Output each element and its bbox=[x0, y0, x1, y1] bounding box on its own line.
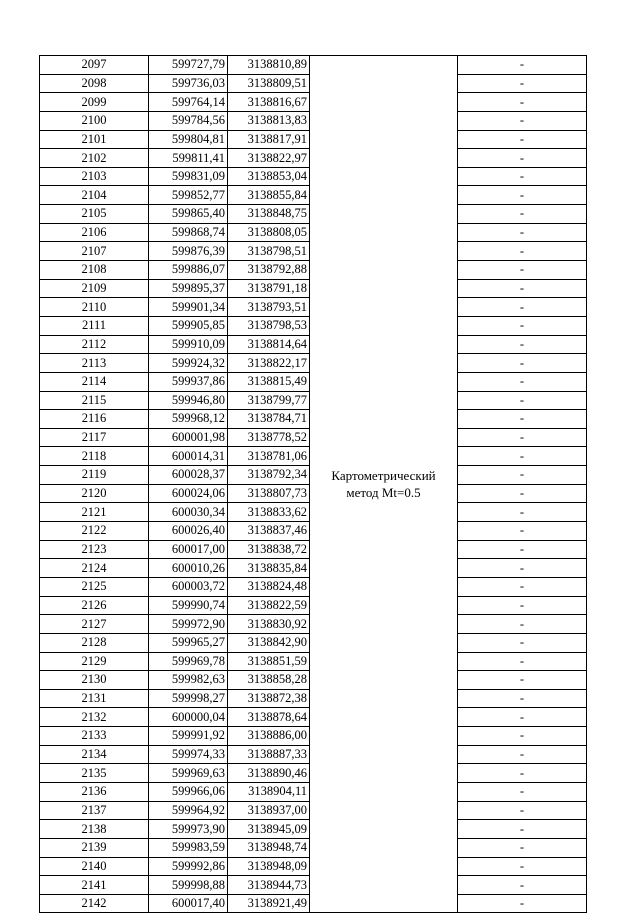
accuracy-cell: - bbox=[458, 596, 587, 615]
accuracy-cell: - bbox=[458, 242, 587, 261]
point-number-cell: 2109 bbox=[40, 279, 149, 298]
y-coordinate-cell: 3138792,88 bbox=[228, 261, 310, 280]
x-coordinate-cell: 599895,37 bbox=[149, 279, 228, 298]
accuracy-cell: - bbox=[458, 727, 587, 746]
accuracy-cell: - bbox=[458, 559, 587, 578]
accuracy-cell: - bbox=[458, 503, 587, 522]
x-coordinate-cell: 599727,79 bbox=[149, 56, 228, 75]
point-number-cell: 2118 bbox=[40, 447, 149, 466]
y-coordinate-cell: 3138815,49 bbox=[228, 372, 310, 391]
accuracy-cell: - bbox=[458, 671, 587, 690]
y-coordinate-cell: 3138830,92 bbox=[228, 615, 310, 634]
point-number-cell: 2097 bbox=[40, 56, 149, 75]
accuracy-cell: - bbox=[458, 857, 587, 876]
accuracy-cell: - bbox=[458, 764, 587, 783]
point-number-cell: 2105 bbox=[40, 205, 149, 224]
y-coordinate-cell: 3138851,59 bbox=[228, 652, 310, 671]
point-number-cell: 2099 bbox=[40, 93, 149, 112]
point-number-cell: 2133 bbox=[40, 727, 149, 746]
y-coordinate-cell: 3138944,73 bbox=[228, 876, 310, 895]
x-coordinate-cell: 600024,06 bbox=[149, 484, 228, 503]
point-number-cell: 2135 bbox=[40, 764, 149, 783]
accuracy-cell: - bbox=[458, 577, 587, 596]
x-coordinate-cell: 599905,85 bbox=[149, 316, 228, 335]
point-number-cell: 2128 bbox=[40, 633, 149, 652]
table-row bbox=[40, 56, 587, 75]
x-coordinate-cell: 599969,78 bbox=[149, 652, 228, 671]
x-coordinate-cell: 599974,33 bbox=[149, 745, 228, 764]
x-coordinate-cell: 600010,26 bbox=[149, 559, 228, 578]
point-number-cell: 2130 bbox=[40, 671, 149, 690]
y-coordinate-cell: 3138781,06 bbox=[228, 447, 310, 466]
x-coordinate-cell: 599784,56 bbox=[149, 111, 228, 130]
x-coordinate-cell: 599937,86 bbox=[149, 372, 228, 391]
x-coordinate-cell: 599868,74 bbox=[149, 223, 228, 242]
point-number-cell: 2134 bbox=[40, 745, 149, 764]
point-number-cell: 2111 bbox=[40, 316, 149, 335]
x-coordinate-cell: 599901,34 bbox=[149, 298, 228, 317]
point-number-cell: 2110 bbox=[40, 298, 149, 317]
y-coordinate-cell: 3138842,90 bbox=[228, 633, 310, 652]
accuracy-cell: - bbox=[458, 372, 587, 391]
y-coordinate-cell: 3138837,46 bbox=[228, 522, 310, 541]
accuracy-cell: - bbox=[458, 223, 587, 242]
y-coordinate-cell: 3138810,89 bbox=[228, 56, 310, 75]
accuracy-cell: - bbox=[458, 279, 587, 298]
point-number-cell: 2101 bbox=[40, 130, 149, 149]
y-coordinate-cell: 3138878,64 bbox=[228, 708, 310, 727]
y-coordinate-cell: 3138855,84 bbox=[228, 186, 310, 205]
accuracy-cell: - bbox=[458, 56, 587, 75]
accuracy-cell: - bbox=[458, 708, 587, 727]
point-number-cell: 2117 bbox=[40, 428, 149, 447]
x-coordinate-cell: 599990,74 bbox=[149, 596, 228, 615]
y-coordinate-cell: 3138814,64 bbox=[228, 335, 310, 354]
y-coordinate-cell: 3138937,00 bbox=[228, 801, 310, 820]
y-coordinate-cell: 3138904,11 bbox=[228, 782, 310, 801]
x-coordinate-cell: 600001,98 bbox=[149, 428, 228, 447]
x-coordinate-cell: 599982,63 bbox=[149, 671, 228, 690]
accuracy-cell: - bbox=[458, 540, 587, 559]
accuracy-cell: - bbox=[458, 820, 587, 839]
x-coordinate-cell: 599886,07 bbox=[149, 261, 228, 280]
x-coordinate-cell: 599865,40 bbox=[149, 205, 228, 224]
y-coordinate-cell: 3138853,04 bbox=[228, 167, 310, 186]
accuracy-cell: - bbox=[458, 130, 587, 149]
point-number-cell: 2115 bbox=[40, 391, 149, 410]
accuracy-cell: - bbox=[458, 633, 587, 652]
point-number-cell: 2121 bbox=[40, 503, 149, 522]
coordinates-table bbox=[39, 55, 587, 913]
y-coordinate-cell: 3138948,74 bbox=[228, 838, 310, 857]
accuracy-cell: - bbox=[458, 876, 587, 895]
accuracy-cell: - bbox=[458, 522, 587, 541]
x-coordinate-cell: 599811,41 bbox=[149, 149, 228, 168]
accuracy-cell: - bbox=[458, 894, 587, 913]
point-number-cell: 2126 bbox=[40, 596, 149, 615]
x-coordinate-cell: 599973,90 bbox=[149, 820, 228, 839]
accuracy-cell: - bbox=[458, 186, 587, 205]
y-coordinate-cell: 3138835,84 bbox=[228, 559, 310, 578]
point-number-cell: 2113 bbox=[40, 354, 149, 373]
y-coordinate-cell: 3138921,49 bbox=[228, 894, 310, 913]
point-number-cell: 2103 bbox=[40, 167, 149, 186]
y-coordinate-cell: 3138791,18 bbox=[228, 279, 310, 298]
x-coordinate-cell: 600030,34 bbox=[149, 503, 228, 522]
point-number-cell: 2127 bbox=[40, 615, 149, 634]
coordinates-table-body bbox=[40, 56, 587, 913]
x-coordinate-cell: 599964,92 bbox=[149, 801, 228, 820]
y-coordinate-cell: 3138824,48 bbox=[228, 577, 310, 596]
x-coordinate-cell: 599764,14 bbox=[149, 93, 228, 112]
x-coordinate-cell: 599969,63 bbox=[149, 764, 228, 783]
y-coordinate-cell: 3138822,59 bbox=[228, 596, 310, 615]
accuracy-cell: - bbox=[458, 615, 587, 634]
point-number-cell: 2107 bbox=[40, 242, 149, 261]
y-coordinate-cell: 3138817,91 bbox=[228, 130, 310, 149]
point-number-cell: 2100 bbox=[40, 111, 149, 130]
point-number-cell: 2119 bbox=[40, 466, 149, 485]
point-number-cell: 2139 bbox=[40, 838, 149, 857]
accuracy-cell: - bbox=[458, 689, 587, 708]
method-line-1: Картометрический bbox=[331, 468, 436, 484]
y-coordinate-cell: 3138813,83 bbox=[228, 111, 310, 130]
accuracy-cell: - bbox=[458, 782, 587, 801]
y-coordinate-cell: 3138822,97 bbox=[228, 149, 310, 168]
accuracy-cell: - bbox=[458, 447, 587, 466]
x-coordinate-cell: 600026,40 bbox=[149, 522, 228, 541]
point-number-cell: 2124 bbox=[40, 559, 149, 578]
accuracy-cell: - bbox=[458, 801, 587, 820]
x-coordinate-cell: 599991,92 bbox=[149, 727, 228, 746]
x-coordinate-cell: 599998,27 bbox=[149, 689, 228, 708]
y-coordinate-cell: 3138799,77 bbox=[228, 391, 310, 410]
y-coordinate-cell: 3138872,38 bbox=[228, 689, 310, 708]
method-line-2: метод Mt=0.5 bbox=[346, 485, 421, 501]
accuracy-cell: - bbox=[458, 205, 587, 224]
point-number-cell: 2142 bbox=[40, 894, 149, 913]
method-cell bbox=[310, 56, 458, 913]
x-coordinate-cell: 599852,77 bbox=[149, 186, 228, 205]
y-coordinate-cell: 3138833,62 bbox=[228, 503, 310, 522]
x-coordinate-cell: 600000,04 bbox=[149, 708, 228, 727]
accuracy-cell: - bbox=[458, 298, 587, 317]
y-coordinate-cell: 3138798,51 bbox=[228, 242, 310, 261]
x-coordinate-cell: 599910,09 bbox=[149, 335, 228, 354]
point-number-cell: 2102 bbox=[40, 149, 149, 168]
y-coordinate-cell: 3138886,00 bbox=[228, 727, 310, 746]
point-number-cell: 2132 bbox=[40, 708, 149, 727]
point-number-cell: 2123 bbox=[40, 540, 149, 559]
x-coordinate-cell: 599992,86 bbox=[149, 857, 228, 876]
x-coordinate-cell: 600028,37 bbox=[149, 466, 228, 485]
y-coordinate-cell: 3138890,46 bbox=[228, 764, 310, 783]
x-coordinate-cell: 599736,03 bbox=[149, 74, 228, 93]
accuracy-cell: - bbox=[458, 93, 587, 112]
accuracy-cell: - bbox=[458, 354, 587, 373]
accuracy-cell: - bbox=[458, 316, 587, 335]
accuracy-cell: - bbox=[458, 428, 587, 447]
point-number-cell: 2125 bbox=[40, 577, 149, 596]
point-number-cell: 2104 bbox=[40, 186, 149, 205]
x-coordinate-cell: 599924,32 bbox=[149, 354, 228, 373]
point-number-cell: 2136 bbox=[40, 782, 149, 801]
y-coordinate-cell: 3138848,75 bbox=[228, 205, 310, 224]
x-coordinate-cell: 599831,09 bbox=[149, 167, 228, 186]
x-coordinate-cell: 600003,72 bbox=[149, 577, 228, 596]
y-coordinate-cell: 3138808,05 bbox=[228, 223, 310, 242]
accuracy-cell: - bbox=[458, 745, 587, 764]
y-coordinate-cell: 3138809,51 bbox=[228, 74, 310, 93]
accuracy-cell: - bbox=[458, 391, 587, 410]
x-coordinate-cell: 599968,12 bbox=[149, 410, 228, 429]
point-number-cell: 2112 bbox=[40, 335, 149, 354]
y-coordinate-cell: 3138792,34 bbox=[228, 466, 310, 485]
y-coordinate-cell: 3138822,17 bbox=[228, 354, 310, 373]
accuracy-cell: - bbox=[458, 838, 587, 857]
x-coordinate-cell: 599804,81 bbox=[149, 130, 228, 149]
point-number-cell: 2120 bbox=[40, 484, 149, 503]
point-number-cell: 2114 bbox=[40, 372, 149, 391]
y-coordinate-cell: 3138798,53 bbox=[228, 316, 310, 335]
y-coordinate-cell: 3138948,09 bbox=[228, 857, 310, 876]
point-number-cell: 2106 bbox=[40, 223, 149, 242]
point-number-cell: 2108 bbox=[40, 261, 149, 280]
point-number-cell: 2131 bbox=[40, 689, 149, 708]
y-coordinate-cell: 3138858,28 bbox=[228, 671, 310, 690]
x-coordinate-cell: 599966,06 bbox=[149, 782, 228, 801]
accuracy-cell: - bbox=[458, 111, 587, 130]
y-coordinate-cell: 3138793,51 bbox=[228, 298, 310, 317]
accuracy-cell: - bbox=[458, 484, 587, 503]
y-coordinate-cell: 3138945,09 bbox=[228, 820, 310, 839]
accuracy-cell: - bbox=[458, 410, 587, 429]
y-coordinate-cell: 3138887,33 bbox=[228, 745, 310, 764]
accuracy-cell: - bbox=[458, 466, 587, 485]
point-number-cell: 2122 bbox=[40, 522, 149, 541]
point-number-cell: 2138 bbox=[40, 820, 149, 839]
x-coordinate-cell: 600017,40 bbox=[149, 894, 228, 913]
x-coordinate-cell: 600017,00 bbox=[149, 540, 228, 559]
y-coordinate-cell: 3138807,73 bbox=[228, 484, 310, 503]
accuracy-cell: - bbox=[458, 652, 587, 671]
y-coordinate-cell: 3138838,72 bbox=[228, 540, 310, 559]
accuracy-cell: - bbox=[458, 261, 587, 280]
x-coordinate-cell: 599876,39 bbox=[149, 242, 228, 261]
point-number-cell: 2140 bbox=[40, 857, 149, 876]
accuracy-cell: - bbox=[458, 167, 587, 186]
x-coordinate-cell: 599965,27 bbox=[149, 633, 228, 652]
y-coordinate-cell: 3138816,67 bbox=[228, 93, 310, 112]
point-number-cell: 2098 bbox=[40, 74, 149, 93]
x-coordinate-cell: 599998,88 bbox=[149, 876, 228, 895]
x-coordinate-cell: 599946,80 bbox=[149, 391, 228, 410]
point-number-cell: 2141 bbox=[40, 876, 149, 895]
y-coordinate-cell: 3138784,71 bbox=[228, 410, 310, 429]
point-number-cell: 2129 bbox=[40, 652, 149, 671]
x-coordinate-cell: 599972,90 bbox=[149, 615, 228, 634]
y-coordinate-cell: 3138778,52 bbox=[228, 428, 310, 447]
x-coordinate-cell: 600014,31 bbox=[149, 447, 228, 466]
accuracy-cell: - bbox=[458, 335, 587, 354]
accuracy-cell: - bbox=[458, 74, 587, 93]
point-number-cell: 2116 bbox=[40, 410, 149, 429]
x-coordinate-cell: 599983,59 bbox=[149, 838, 228, 857]
point-number-cell: 2137 bbox=[40, 801, 149, 820]
accuracy-cell: - bbox=[458, 149, 587, 168]
